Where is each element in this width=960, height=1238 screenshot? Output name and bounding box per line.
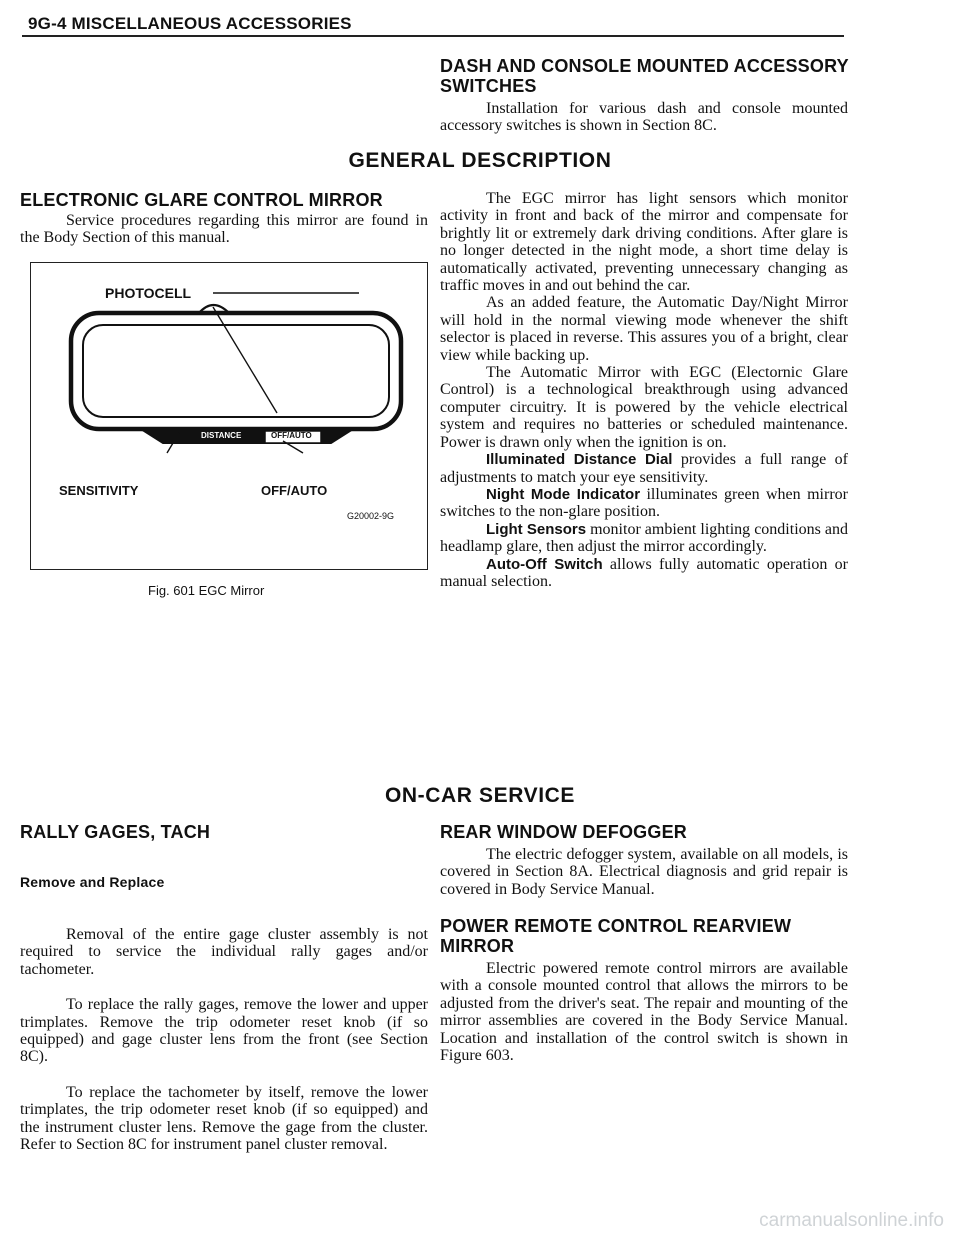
feature-night-mode-indicator (440, 486, 848, 521)
feature-term: Auto-Off Switch (486, 555, 603, 573)
dash-console-body: Installation for various dash and console mounted accessory switches is shown in Section 8C. (440, 100, 848, 135)
figure-code: G20002-9G (347, 511, 395, 521)
egc-intro: Service procedures regarding this mirror are found in the Body Section of this manual. (20, 212, 428, 247)
defogger-heading: REAR WINDOW DEFOGGER (440, 822, 687, 842)
feature-term: Night Mode Indicator (486, 485, 641, 503)
on-car-service-title: ON-CAR SERVICE (384, 784, 576, 807)
remove-replace-subheading: Remove and Replace (20, 874, 165, 890)
header-rule (22, 35, 844, 37)
egc-description-column (440, 190, 848, 590)
offauto-button-label: OFF/AUTO (271, 431, 312, 440)
dash-console-body-block (440, 100, 848, 135)
photocell-label: PHOTOCELL (105, 285, 192, 301)
offauto-label: OFF/AUTO (261, 483, 328, 498)
running-head: 9G-4 MISCELLANEOUS ACCESSORIES (28, 14, 352, 33)
power-mirror-heading-line2: MIRROR (440, 936, 515, 956)
egc-intro-block (20, 212, 428, 247)
rally-gages-heading: RALLY GAGES, TACH (20, 822, 211, 842)
feature-auto-off-switch (440, 556, 848, 591)
feature-text: provides a full range of adjustments to match your eye sensitivity. (440, 451, 848, 486)
mirror-glass (83, 325, 389, 417)
feature-term: Illuminated Distance Dial (486, 451, 673, 469)
rally-paragraph-3: To replace the tachometer by itself, remove the lower trimplates, the trip odometer reset knob (if so equipped) and the instrument cluster lens. Remove the gage from the cluster. Refer to Section 8C for instrument panel cluster removal. (20, 1083, 428, 1154)
sensitivity-label: SENSITIVITY (59, 483, 139, 498)
figure-caption: Fig. 601 EGC Mirror (148, 583, 265, 598)
feature-light-sensors (440, 521, 848, 556)
rally-paragraph-2: To replace the rally gages, remove the lower and upper trimplates. Remove the trip odometer reset knob (if so equipped) and gage cluster lens from the front (see Section 8C). (20, 996, 428, 1066)
egc-paragraph-1: The EGC mirror has light sensors which monitor activity in front and back of the mirror and compensate for brightly lit or extremely dark driving conditions. After glare is no longer detected in the night mode, a short time delay is automatically activated, preventing unnecessary changing as traffic moves in and out behind the car. (440, 190, 848, 295)
feature-term: Light Sensors (486, 520, 587, 538)
watermark: carmanualsonline.info (759, 1210, 944, 1231)
distance-button-label: DISTANCE (201, 431, 242, 440)
feature-text: allows fully automatic operation or manual selection. (440, 555, 848, 590)
defogger-body: The electric defogger system, available on all models, is covered in Section 8A. Electrical diagnosis and grid repair is covered in Body Service Manual. (440, 846, 848, 898)
rally-paragraph-1: Removal of the entire gage cluster assembly is not required to service the individual rally gages and/or tachometer. (20, 926, 428, 978)
feature-illuminated-distance-dial (440, 451, 848, 486)
dash-console-heading-line1: DASH AND CONSOLE MOUNTED ACCESSORY (440, 56, 849, 76)
feature-text: monitor ambient lighting conditions and headlamp glare, then adjust the mirror accordingly. (440, 520, 849, 556)
power-mirror-body: Electric powered remote control mirrors are available with a console mounted control that allows the mirrors to be adjusted from the driver's seat. The repair and mounting of the mirror assemblies are covered in the Body Service Manual. Location and installation of the control switch is shown in Figure 603. (440, 960, 848, 1065)
rally-column (20, 926, 428, 1153)
egc-mirror-illustration (31, 263, 427, 569)
figure-601-frame (30, 262, 428, 570)
power-mirror-body-block (440, 960, 848, 1064)
egc-paragraph-2: As an added feature, the Automatic Day/Night Mirror will hold in the normal viewing mode whenever the shift selector is placed in reverse. This assures you of a bright, clear view while backing up. (440, 294, 848, 364)
power-mirror-heading-line1: POWER REMOTE CONTROL REARVIEW (440, 916, 792, 936)
egc-heading: ELECTRONIC GLARE CONTROL MIRROR (20, 190, 383, 210)
feature-text: illuminates green when mirror switches to the non-glare position. (440, 485, 848, 521)
dash-console-heading (440, 56, 849, 96)
defogger-body-block (440, 846, 848, 898)
egc-paragraph-3: The Automatic Mirror with EGC (Electornic Glare Control) is a technological breakthrough using advanced computer circuitry. It is powered by the vehicle electrical system and requires no batteries or scheduled maintenance. Power is drawn only when the ignition is on. (440, 364, 848, 451)
power-mirror-heading (440, 916, 791, 956)
dash-console-heading-line2: SWITCHES (440, 76, 537, 96)
general-description-title: GENERAL DESCRIPTION (348, 149, 612, 172)
